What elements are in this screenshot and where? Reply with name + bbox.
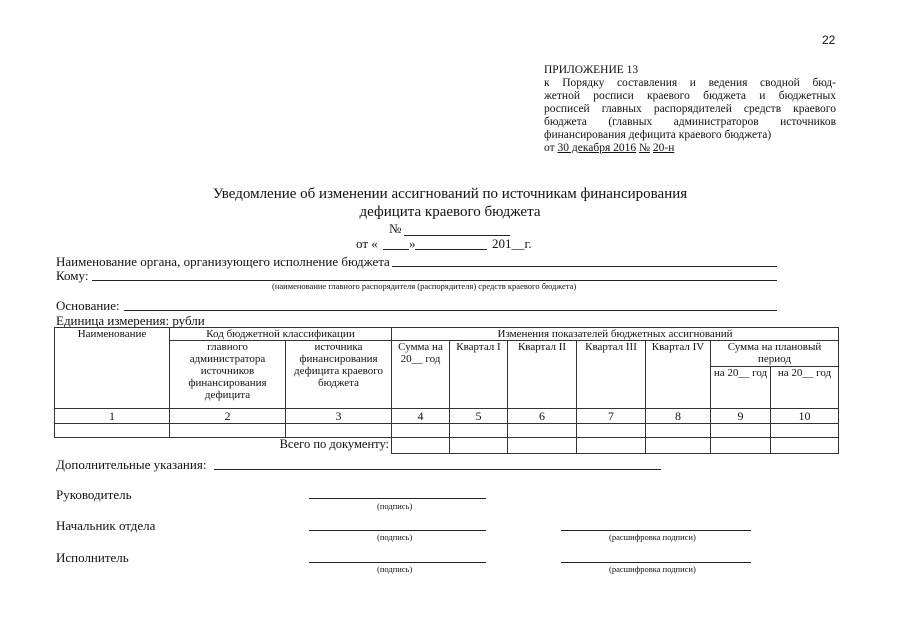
header-sum-year: Сумма на 20__ год [392, 341, 450, 409]
total-row [55, 438, 839, 454]
appendix-number: 20-н [652, 142, 675, 154]
appendix-number-prefix: № [639, 142, 650, 154]
document-number-label: № [389, 221, 402, 236]
total-cell[interactable] [646, 438, 711, 454]
table-cell[interactable] [392, 424, 450, 438]
dept-decode-field[interactable] [561, 530, 751, 531]
total-cell[interactable] [771, 438, 839, 454]
additional-field[interactable] [214, 469, 661, 470]
column-number: 2 [170, 409, 286, 424]
column-number: 1 [55, 409, 170, 424]
header-plan-period: Сумма на плановый период [711, 341, 839, 367]
dept-sign-caption: (подпись) [377, 532, 413, 542]
table-cell[interactable] [55, 424, 170, 438]
column-number: 6 [508, 409, 577, 424]
document-date-year: 201__г. [492, 236, 532, 251]
executor-sign-caption: (подпись) [377, 564, 413, 574]
table-cell[interactable] [286, 424, 392, 438]
appendix-title: ПРИЛОЖЕНИЕ 13 [544, 64, 639, 76]
header-plan-year1: на 20__ год [711, 367, 771, 409]
total-cell[interactable] [577, 438, 646, 454]
header-quarter-4: Квартал IV [646, 341, 711, 409]
dept-decode-caption: (расшифровка подписи) [609, 532, 696, 542]
column-number: 10 [771, 409, 839, 424]
total-cell[interactable] [392, 438, 450, 454]
appendix-line: жетной росписи краевого бюджета и бюджетных [544, 90, 836, 102]
to-label: Кому: [56, 268, 89, 283]
header-source: источника финансирования дефицита краевого бюджета [286, 341, 392, 409]
document-day-field[interactable] [383, 249, 409, 250]
basis-label: Основание: [56, 298, 120, 313]
appendix-block [544, 64, 836, 155]
table-cell[interactable] [170, 424, 286, 438]
page-number: 22 [822, 33, 836, 47]
document-date-prefix: от « [356, 236, 378, 251]
to-caption: (наименование главного распорядителя (распорядителя) средств краевого бюджета) [272, 281, 577, 291]
header-admin: главного администратора источников финансирования дефицита [170, 341, 286, 409]
total-label: Всего по документу: [55, 438, 392, 454]
appendix-date-line: от 30 декабря 2016 № 20-н [544, 142, 675, 154]
header-quarter-2: Квартал II [508, 341, 577, 409]
table-cell[interactable] [711, 424, 771, 438]
head-sign-caption: (подпись) [377, 501, 413, 511]
executor-label: Исполнитель [56, 550, 129, 565]
column-number: 9 [711, 409, 771, 424]
head-label: Руководитель [56, 487, 132, 502]
head-signature-field[interactable] [309, 498, 486, 499]
appendix-line: росписей главных распорядителей средств краевого [544, 103, 836, 115]
budget-table [54, 327, 839, 454]
table-cell[interactable] [508, 424, 577, 438]
column-number: 7 [577, 409, 646, 424]
appendix-date: 30 декабря 2016 [557, 142, 637, 154]
header-quarter-3: Квартал III [577, 341, 646, 409]
dept-signature-field[interactable] [309, 530, 486, 531]
header-name: Наименование [55, 328, 170, 409]
column-number: 5 [450, 409, 508, 424]
additional-label: Дополнительные указания: [56, 457, 207, 472]
basis-field[interactable] [124, 310, 777, 311]
column-number: 3 [286, 409, 392, 424]
header-plan-year2: на 20__ год [771, 367, 839, 409]
organization-field[interactable] [392, 266, 777, 267]
executor-decode-caption: (расшифровка подписи) [609, 564, 696, 574]
document-month-field[interactable] [415, 249, 487, 250]
column-number: 8 [646, 409, 711, 424]
document-title-line2: дефицита краевого бюджета [359, 204, 541, 220]
total-cell[interactable] [711, 438, 771, 454]
table-cell[interactable] [646, 424, 711, 438]
header-quarter-1: Квартал I [450, 341, 508, 409]
header-changes-group: Изменения показателей бюджетных ассигнований [392, 328, 839, 341]
total-cell[interactable] [450, 438, 508, 454]
table-row [55, 424, 839, 438]
total-cell[interactable] [508, 438, 577, 454]
table-cell[interactable] [771, 424, 839, 438]
dept-label: Начальник отдела [56, 518, 156, 533]
table-cell[interactable] [450, 424, 508, 438]
appendix-line: бюджета (главных администраторов источников [544, 116, 836, 128]
document-date-mid: » [409, 236, 416, 251]
organization-label: Наименование органа, организующего исполнение бюджета [56, 254, 390, 269]
header-code-group: Код бюджетной классификации [170, 328, 392, 341]
appendix-line: к Порядку составления и ведения сводной бюд- [544, 77, 836, 89]
unit-label: Единица измерения: рубли [56, 313, 205, 328]
document-title-line1: Уведомление об изменении ассигнований по источникам финансирования [212, 186, 688, 202]
table-cell[interactable] [577, 424, 646, 438]
column-number: 4 [392, 409, 450, 424]
executor-decode-field[interactable] [561, 562, 751, 563]
executor-signature-field[interactable] [309, 562, 486, 563]
appendix-line: финансирования дефицита краевого бюджета) [544, 129, 772, 141]
document-title [190, 185, 710, 221]
